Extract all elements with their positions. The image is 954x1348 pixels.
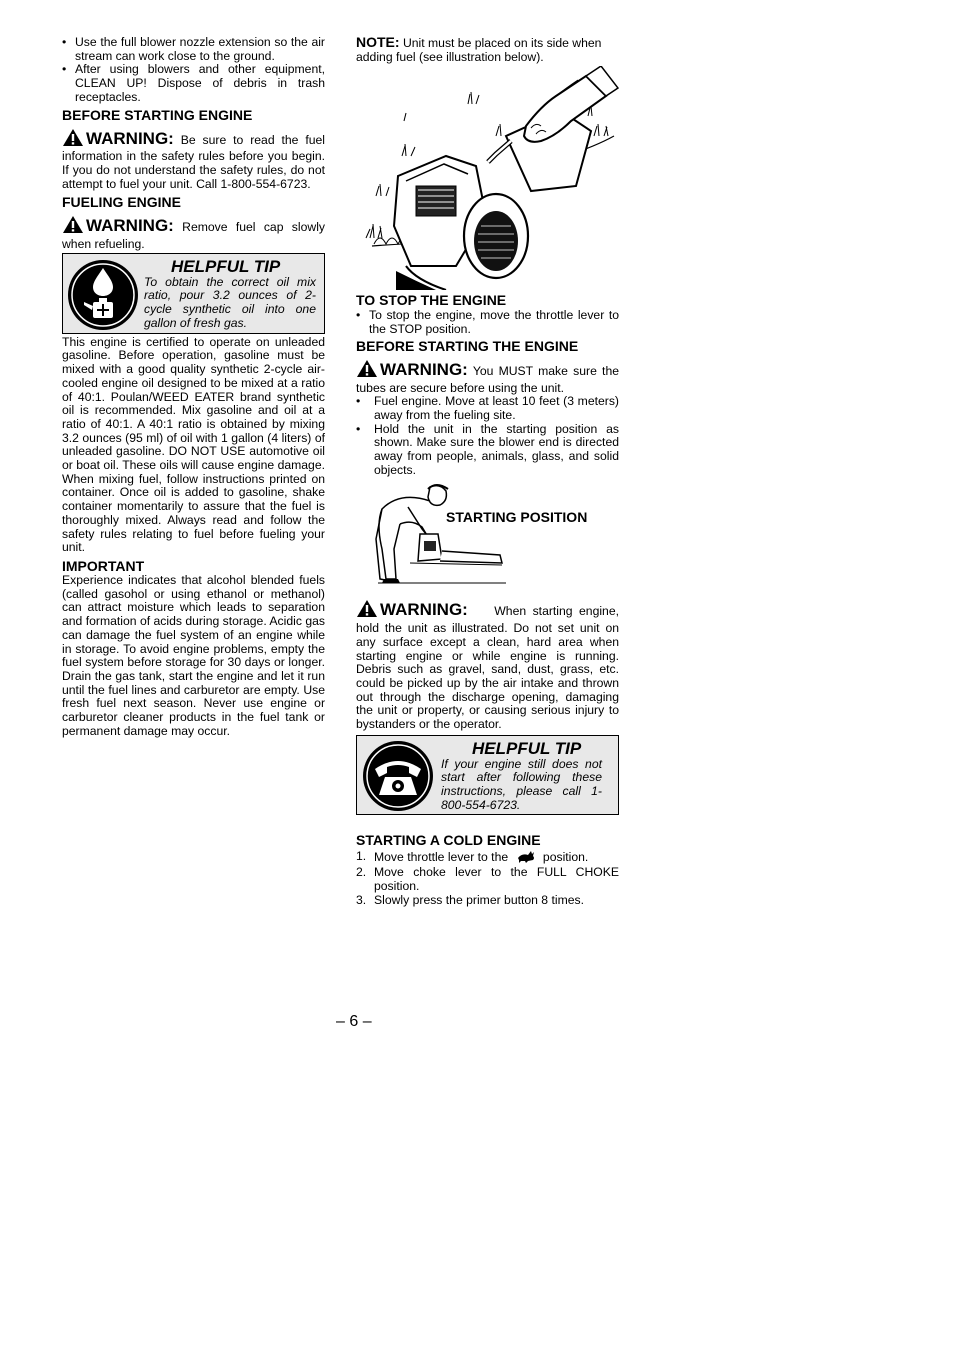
step-text: Slowly press the primer button 8 times. [374,892,584,907]
safety-bullet-list [62,36,325,105]
step-number: 3. [356,892,367,907]
warning-text: Remove fuel cap slowly when refueling. [62,220,325,252]
warning-fuel-info [62,128,325,192]
warning-label: WARNING: [380,600,468,620]
stop-engine-heading: TO STOP THE ENGINE [356,292,507,309]
warning-starting-engine [356,599,619,731]
step-text: Move throttle lever to the [374,849,509,864]
helpful-tip-oil-mix [62,253,325,334]
step-text: position. [542,849,589,864]
warning-label: WARNING: [380,359,468,379]
rabbit-fast-icon [516,850,536,867]
list-item [356,894,619,908]
helpful-tip-call [356,735,619,815]
list-item [356,866,619,893]
list-item: • To stop the engine, move the throttle lever to the STOP position. [356,309,619,336]
list-item [356,850,619,867]
starting-position-figure [356,479,619,591]
step-text: Move choke lever to the FULL CHOKE position. [374,865,619,894]
warning-text: You MUST make sure the tubes are secure before using the unit. [356,363,619,395]
warning-triangle-icon [62,215,84,238]
step-number: 2. [356,865,367,880]
list-item: • Use the full blower nozzle extension so the air stream can work close to the ground. [62,36,325,63]
fuel-paragraph: This engine is certified to operate on unleaded gasoline. Before operation, gasoline must be mixed with a good quality synthetic 2-cycle air-cooled engine oil designed to be mixed at a ratio of 40:1. Poulan/WEED EATER brand synthetic oil is recommended. Mix gasoline and oil at a ratio of 40:1. A 40:1 ratio is obtained by mixing 3.2 ounces (95 ml) of oil with 1 gallon (4 liters) of unleaded gasoline. DO NOT USE automotive oil or boat oil. These oils will cause engine damage. When mixing fuel, follow instructions printed on container. Once oil is added to gasoline, shake container momentarily to assure that the fuel is thoroughly mixed. Always read and follow the safety rules relating to fuel before fueling your unit. [62,334,325,555]
starting-position-illustration [370,479,510,591]
left-column [62,36,325,738]
page-number: – 6 – [336,1013,372,1030]
warning-fuel-cap [62,215,325,251]
starting-cold-engine-heading: STARTING A COLD ENGINE [356,831,541,848]
warning-triangle-icon [356,599,378,622]
warning-triangle-icon [62,128,84,151]
before-starting-bullet-list [356,395,619,477]
warning-label: WARNING: [86,128,174,148]
important-paragraph: Experience indicates that alcohol blended fuels (called gasohol or using ethanol or methanol) can attract moisture which leads to separation and formation of acids during storage. Acidic gas can damage the fuel system of an engine while in storage. To avoid engine problems, empty the fuel system before storage for 30 days or longer. Drain the gas tank, start the engine and let it run until the fuel lines and carburetor are empty. Use fresh fuel next season. Never use engine or carburetor cleaner products in the fuel tank or permanent damage may occur. [62,572,325,738]
tip-title: HELPFUL TIP [472,738,582,758]
note-text: Unit must be placed on its side when adding fuel (see illustration below). [356,36,602,64]
starting-position-label: STARTING POSITION [446,509,588,526]
stop-bullet-list [356,309,619,336]
fueling-engine-heading: FUELING ENGINE [62,194,182,211]
before-starting-engine-heading: BEFORE STARTING ENGINE [62,106,253,123]
cold-engine-steps [356,850,619,908]
fueling-illustration [356,66,619,290]
warning-triangle-icon [356,359,378,382]
warning-label: WARNING: [86,216,174,236]
telephone-icon [361,739,435,817]
list-item: • After using blowers and other equipment, CLEAN UP! Dispose of debris in trash receptacles. [62,63,325,104]
warning-tubes-secure [356,359,619,395]
warning-text: When starting engine, hold the unit as illustrated. Do not set unit on any surface except a clean, hard area when starting engine or while engine is running. Debris such as gravel, sand, dust, grass, etc. could be picked up by the air intake and thrown out through the discharge opening, damaging the unit or property, or causing serious injury to bystanders or the operator. [356,604,620,732]
tip-title: HELPFUL TIP [171,256,281,276]
tip-body: To obtain the correct oil mix ratio, pour 3.2 ounces of 2-cycle synthetic oil into one gallon of fresh gas. [144,274,316,330]
before-starting-the-engine-heading: BEFORE STARTING THE ENGINE [356,337,579,354]
list-item: • Fuel engine. Move at least 10 feet (3 meters) away from the fueling site. [356,395,619,422]
list-item: • Hold the unit in the starting position as shown. Make sure the blower end is directed away from people, animals, glass, and solid objects. [356,423,619,478]
note [356,36,619,64]
tip-body: If your engine still does not start after following these instructions, please call 1-800-554-6723. [441,756,602,812]
oil-drop-can-icon [66,258,140,336]
step-number: 1. [356,848,367,863]
important-heading: IMPORTANT [62,557,145,574]
note-label: NOTE: [356,34,400,50]
right-column [356,36,619,908]
warning-text: Be sure to read the fuel information in the safety rules before you begin. If you do not understand the safety rules, do not attempt to fuel your unit. Call 1-800-554-6723. [62,132,325,191]
